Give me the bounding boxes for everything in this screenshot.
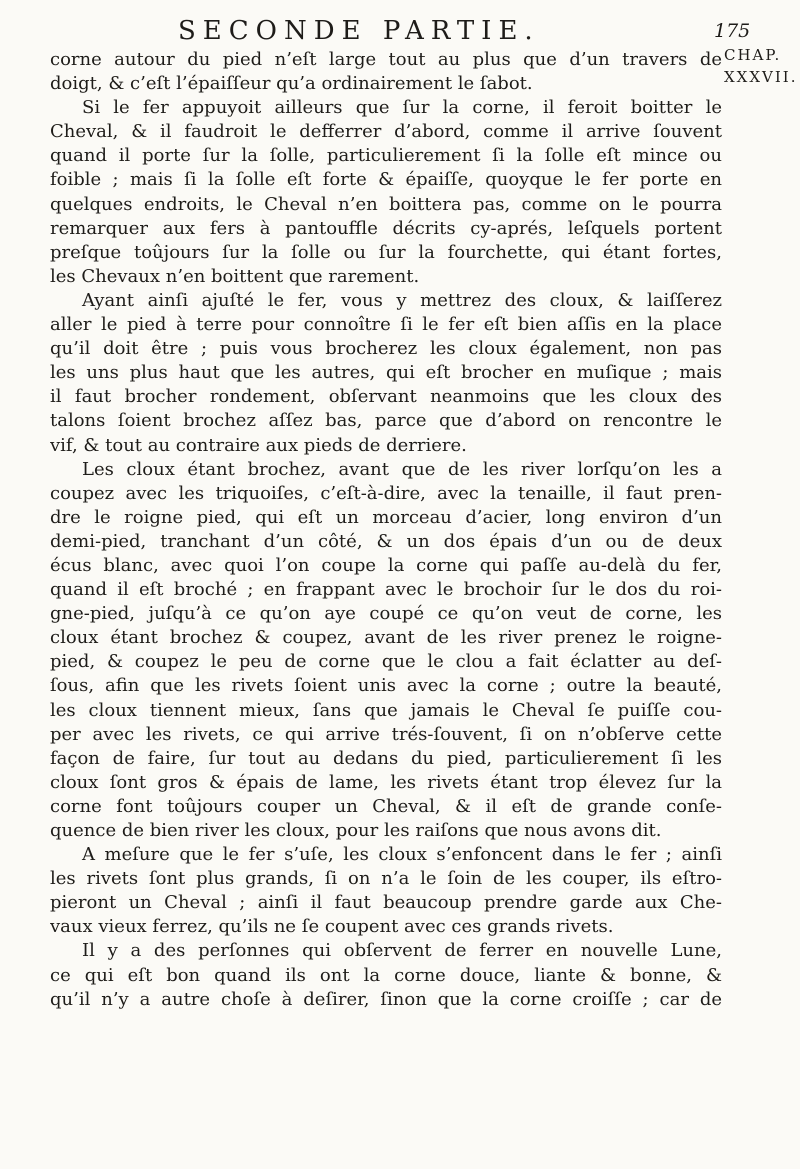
text-line: corne autour du pied n’eſt large tout au plus que d’un travers de — [50, 49, 722, 70]
text-line: Cheval, & il faudroit le defferrer d’abord, comme il arrive ſouvent — [50, 121, 722, 143]
text-line: preſque toûjours ſur la ſolle ou ſur la fourchette, qui étant fortes, — [50, 241, 722, 263]
text-line: écus blanc, avec quoi l’on coupe la corne qui paſſe au-delà du fer, — [50, 554, 722, 576]
running-head: SECONDE PARTIE. — [178, 16, 540, 46]
text-line: qu’il doit être ; puis vous brocherez les cloux également, non pas — [50, 338, 722, 360]
text-line: Ayant ainſi ajuſté le fer, vous y mettrez des cloux, & laiſſerez — [82, 289, 722, 311]
text-line: quand il porte ſur la ſolle, particulierement ſi la ſolle eſt mince ou — [50, 145, 722, 167]
text-line: quand il eſt broché ; en frappant avec le brochoir ſur le dos du roi- — [50, 579, 722, 601]
chapter-margin-note — [724, 44, 798, 88]
text-line: per avec les rivets, ce qui arrive trés-ſouvent, ſi on n’obſerve cette — [50, 723, 722, 745]
text-line: vif, & tout au contraire aux pieds de derriere. — [50, 434, 467, 456]
text-line: les Chevaux n’en boittent que rarement. — [50, 265, 420, 287]
text-line: corne font toûjours couper un Cheval, & il eſt de grande conſe- — [50, 795, 722, 817]
text-line: pied, & coupez le peu de corne que le clou a fait éclatter au deſ- — [50, 651, 722, 673]
text-line: foible ; mais ſi la ſolle eſt forte & épaiſſe, quoyque le fer porte en — [50, 169, 722, 191]
text-line: ce qui eſt bon quand ils ont la corne douce, liante & bonne, & — [50, 964, 722, 986]
body-text — [50, 48, 722, 1012]
text-line: les rivets ſont plus grands, ſi on n’a le ſoin de les couper, ils eſtro- — [50, 868, 722, 890]
text-line: Si le fer appuyoit ailleurs que ſur la corne, il feroit boitter le — [82, 97, 722, 119]
text-line: gne-pied, juſqu’à ce qu’on aye coupé ce qu’on veut de corne, les — [50, 603, 722, 625]
text-line: coupez avec les triquoiſes, c’eſt-à-dire, avec la tenaille, il faut pren- — [50, 482, 722, 504]
page-number: 175 — [714, 20, 751, 42]
text-line: cloux étant brochez & coupez, avant de les river prenez le roigne- — [50, 627, 722, 649]
text-line: talons ſoient brochez aſſez bas, parce que d’abord on rencontre le — [50, 410, 722, 432]
text-line: façon de faire, ſur tout au dedans du pied, particulierement ſi les — [50, 747, 722, 769]
text-line: il faut brocher rondement, obſervant neanmoins que les cloux des — [50, 386, 722, 408]
text-line: quence de bien river les cloux, pour les raiſons que nous avons dit. — [50, 820, 662, 841]
text-line: dre le roigne pied, qui eſt un morceau d’acier, long environ d’un — [50, 506, 722, 528]
text-line: cloux ſont gros & épais de lame, les rivets étant trop élevez ſur la — [50, 771, 722, 793]
text-line: les cloux tiennent mieux, ſans que jamais le Cheval ſe puiſſe cou- — [50, 699, 722, 721]
text-line: Il y a des perſonnes qui obſervent de ferrer en nouvelle Lune, — [82, 940, 722, 962]
text-line: vaux vieux ferrez, qu’ils ne ſe coupent avec ces grands rivets. — [50, 916, 614, 938]
text-line: les uns plus haut que les autres, qui eſt brocher en muſique ; mais — [50, 362, 722, 384]
text-line: qu’il n’y a autre choſe à deſirer, ſinon que la corne croiſſe ; car de — [50, 988, 722, 1010]
text-line: demi-pied, tranchant d’un côté, & un dos épais d’un ou de deux — [50, 530, 722, 552]
chapter-number: XXXVII. — [724, 68, 798, 86]
chapter-label: CHAP. — [724, 46, 782, 64]
text-line: doigt, & c’eſt l’épaiſſeur qu’a ordinairement le ſabot. — [50, 73, 533, 95]
text-line: remarquer aux fers à pantouffle décrits cy-aprés, leſquels portent — [50, 217, 722, 239]
text-line: ſous, afin que les rivets ſoient unis avec la corne ; outre la beauté, — [50, 675, 722, 697]
text-line: pieront un Cheval ; ainſi il faut beaucoup prendre garde aux Che- — [50, 892, 722, 914]
text-line: A meſure que le fer s’uſe, les cloux s’enfoncent dans le fer ; ainſi — [82, 844, 722, 866]
text-line: quelques endroits, le Cheval n’en boittera pas, comme on le pourra — [50, 193, 722, 215]
text-line: Les cloux étant brochez, avant que de les river lorſqu’on les a — [82, 458, 722, 480]
text-line: aller le pied à terre pour connoître ſi le fer eſt bien aſſis en la place — [50, 314, 722, 336]
